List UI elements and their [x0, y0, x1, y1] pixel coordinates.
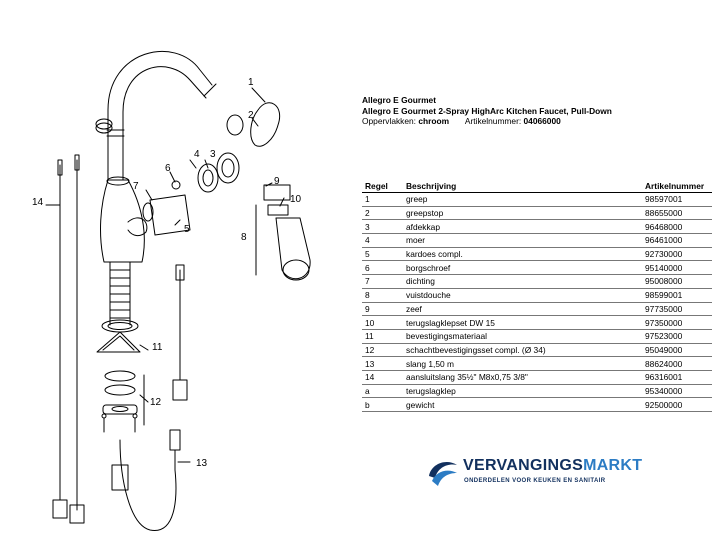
logo-wordmark [463, 457, 642, 475]
cell-beschrijving: dichting [403, 275, 642, 289]
callout-4: 4 [194, 149, 200, 160]
cell-artikelnummer: 92500000 [642, 398, 712, 412]
callout-7: 7 [133, 181, 139, 192]
parts-table [362, 180, 712, 412]
product-line: Allegro E Gourmet [362, 95, 436, 105]
cell-beschrijving: greepstop [403, 206, 642, 220]
table-row [362, 316, 712, 330]
callout-8: 8 [241, 232, 247, 243]
cell-regel: a [362, 384, 403, 398]
cell-regel: 9 [362, 302, 403, 316]
callout-11: 11 [152, 342, 163, 353]
callout-9: 9 [274, 176, 280, 187]
table-row [362, 357, 712, 371]
callout-3: 3 [210, 149, 216, 160]
cell-beschrijving: aansluitslang 35½" M8x0,75 3/8" [403, 370, 642, 384]
table-row [362, 193, 712, 207]
cell-artikelnummer: 88655000 [642, 206, 712, 220]
cell-artikelnummer: 92730000 [642, 247, 712, 261]
product-header [362, 95, 712, 127]
logo-subtitle: ONDERDELEN VOOR KEUKEN EN SANITAIR [464, 478, 606, 484]
cell-artikelnummer: 98599001 [642, 288, 712, 302]
faucet-body [101, 180, 145, 262]
cell-regel: 1 [362, 193, 403, 207]
cell-beschrijving: kardoes compl. [403, 247, 642, 261]
exploded-parts-diagram [0, 0, 360, 550]
cell-beschrijving: bevestigingsmateriaal [403, 329, 642, 343]
column-header-artikelnummer: Artikelnummer [642, 180, 712, 193]
callout-1: 1 [248, 77, 254, 88]
cell-beschrijving: borgschroef [403, 261, 642, 275]
cell-regel: 2 [362, 206, 403, 220]
cell-beschrijving: schachtbevestigingsset compl. (Ø 34) [403, 343, 642, 357]
cell-artikelnummer: 96316001 [642, 370, 712, 384]
cell-beschrijving: terugslagklepset DW 15 [403, 316, 642, 330]
table-row [362, 398, 712, 412]
cell-regel: b [362, 398, 403, 412]
table-row [362, 384, 712, 398]
article-label: Artikelnummer: [464, 116, 522, 127]
table-row [362, 288, 712, 302]
cell-beschrijving: greep [403, 193, 642, 207]
logo-mark-icon [426, 456, 460, 490]
cell-regel: 14 [362, 370, 403, 384]
cell-artikelnummer: 98597001 [642, 193, 712, 207]
cell-artikelnummer: 95008000 [642, 275, 712, 289]
table-header-row [362, 180, 712, 193]
callout-6: 6 [165, 163, 171, 174]
cell-artikelnummer: 96468000 [642, 220, 712, 234]
cell-artikelnummer: 88624000 [642, 357, 712, 371]
cell-regel: 8 [362, 288, 403, 302]
cell-beschrijving: terugslagklep [403, 384, 642, 398]
callout-10: 10 [290, 194, 302, 205]
cell-regel: 10 [362, 316, 403, 330]
cell-regel: 4 [362, 234, 403, 248]
table-row [362, 302, 712, 316]
callout-5: 5 [184, 224, 190, 235]
surface-value: chroom [418, 116, 450, 127]
article-value: 04066000 [523, 116, 561, 127]
table-row [362, 234, 712, 248]
cell-regel: 11 [362, 329, 403, 343]
vervangingsmarkt-logo [426, 454, 646, 496]
cell-artikelnummer: 95049000 [642, 343, 712, 357]
cell-beschrijving: afdekkap [403, 220, 642, 234]
cell-regel: 12 [362, 343, 403, 357]
table-row [362, 247, 712, 261]
handle [251, 103, 280, 147]
product-meta [362, 116, 712, 127]
cell-beschrijving: slang 1,50 m [403, 357, 642, 371]
table-row [362, 370, 712, 384]
cell-regel: 7 [362, 275, 403, 289]
callout-14: 14 [32, 197, 44, 208]
pulldown-spray [276, 218, 310, 279]
cell-regel: 6 [362, 261, 403, 275]
cell-artikelnummer: 96461000 [642, 234, 712, 248]
callout-13: 13 [196, 458, 208, 469]
cell-regel: 5 [362, 247, 403, 261]
cell-artikelnummer: 97523000 [642, 329, 712, 343]
table-row [362, 329, 712, 343]
table-row [362, 220, 712, 234]
cell-beschrijving: moer [403, 234, 642, 248]
logo-word-b: MARKT [583, 457, 643, 474]
logo-word-a: VERVANGINGS [463, 457, 584, 474]
spout [108, 51, 212, 180]
cell-artikelnummer: 95340000 [642, 384, 712, 398]
cell-regel: 3 [362, 220, 403, 234]
cell-artikelnummer: 97735000 [642, 302, 712, 316]
cell-artikelnummer: 95140000 [642, 261, 712, 275]
callout-2: 2 [248, 110, 254, 121]
table-row [362, 261, 712, 275]
table-row [362, 343, 712, 357]
product-full-name: Allegro E Gourmet 2-Spray HighArc Kitchen Faucet, Pull-Down [362, 105, 612, 116]
cell-beschrijving: vuistdouche [403, 288, 642, 302]
table-row [362, 275, 712, 289]
cell-regel: 13 [362, 357, 403, 371]
cell-artikelnummer: 97350000 [642, 316, 712, 330]
surface-label: Oppervlakken: [362, 116, 416, 127]
column-header-regel: Regel [362, 180, 403, 193]
table-row [362, 206, 712, 220]
parts-table-body [362, 193, 712, 412]
cell-beschrijving: gewicht [403, 398, 642, 412]
callout-12: 12 [150, 397, 162, 408]
cell-beschrijving: zeef [403, 302, 642, 316]
column-header-beschrijving: Beschrijving [403, 180, 642, 193]
